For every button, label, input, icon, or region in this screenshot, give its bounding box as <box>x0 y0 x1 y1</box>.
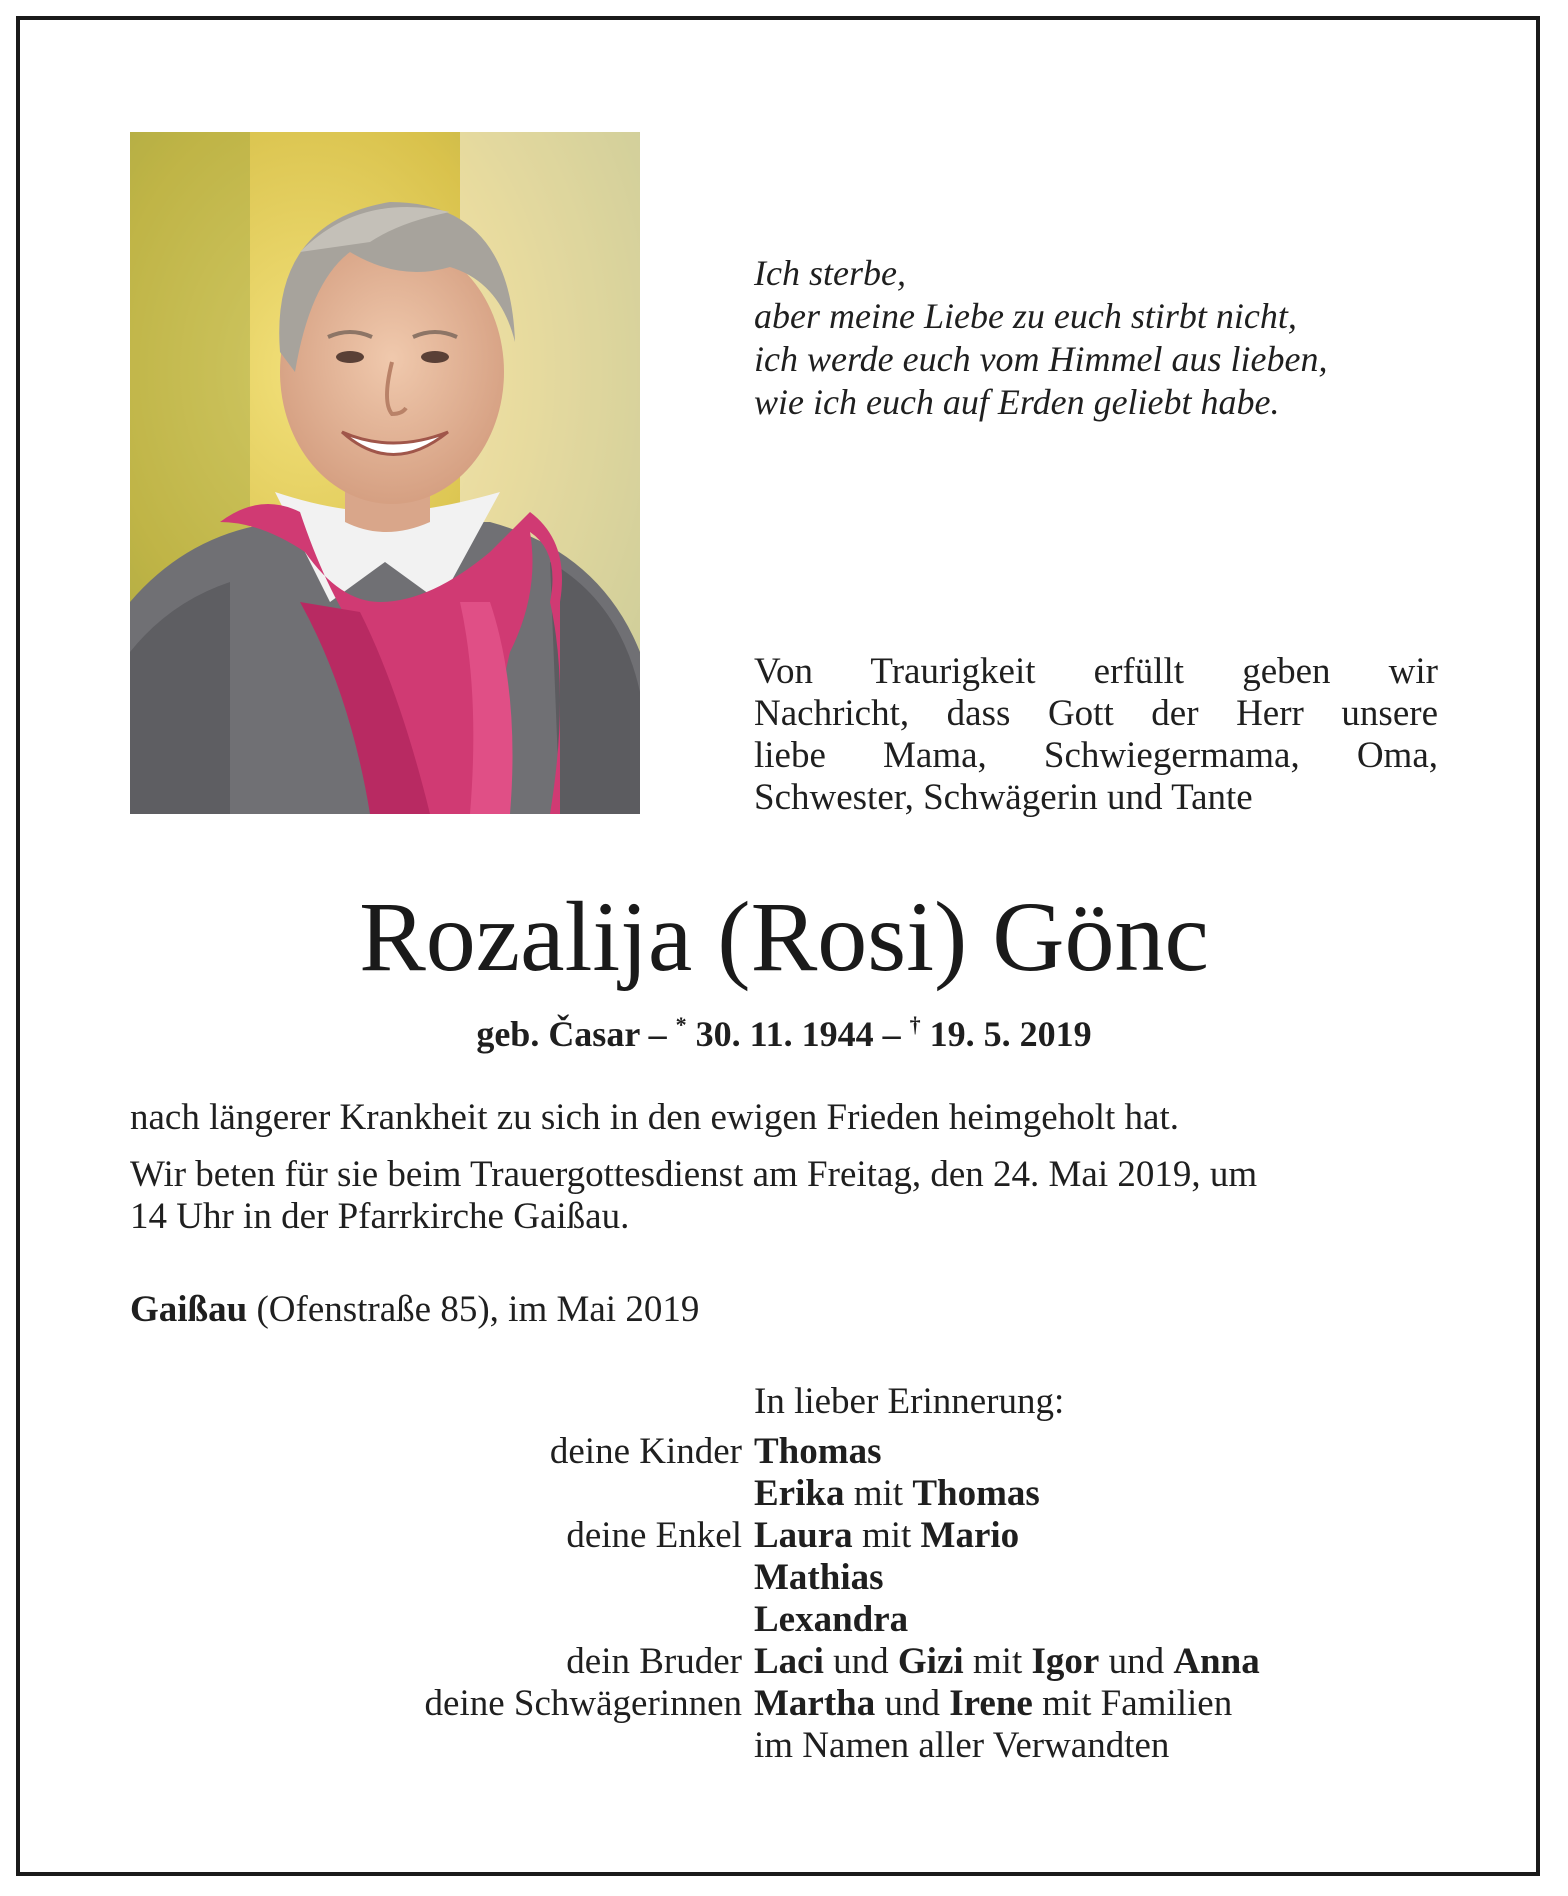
poem-quote <box>754 252 1328 424</box>
signature-row <box>0 1430 1568 1472</box>
connector-text: und <box>875 1683 950 1724</box>
relative-names <box>754 1430 881 1473</box>
relative-name: Irene <box>949 1683 1033 1724</box>
relative-name: Thomas <box>754 1431 882 1472</box>
body-line-2: Wir beten für sie beim Trauergottesdienst am Freitag, den 24. Mai 2019, um <box>130 1154 1258 1195</box>
relative-names <box>754 1598 908 1641</box>
connector-text: und <box>1099 1641 1174 1682</box>
relative-name: Martha <box>754 1683 876 1724</box>
death-symbol: † <box>909 1012 921 1037</box>
place-rest: (Ofenstraße 85), im Mai 2019 <box>247 1289 700 1330</box>
intro-line: liebe Mama, Schwiegermama, Oma, <box>754 735 1438 776</box>
maiden-name: geb. Časar – <box>476 1014 667 1054</box>
connector-text: mit <box>852 1515 921 1556</box>
relation-label: deine Schwägerinnen <box>424 1683 742 1724</box>
signature-row <box>0 1598 1568 1640</box>
relative-name: Laci <box>754 1641 824 1682</box>
intro-line: Nachricht, dass Gott der Herr unsere <box>754 693 1438 734</box>
relative-name: Mario <box>920 1515 1020 1556</box>
signature-row <box>0 1724 1568 1766</box>
relative-names <box>754 1556 884 1599</box>
relative-name: Lexandra <box>754 1599 909 1640</box>
relative-names <box>754 1640 1260 1683</box>
relative-name: Igor <box>1031 1641 1100 1682</box>
relative-names <box>754 1724 1169 1767</box>
signature-row <box>0 1682 1568 1724</box>
relative-name: Erika <box>754 1473 845 1514</box>
intro-line: Schwester, Schwägerin und Tante <box>754 777 1253 818</box>
birth-date: 30. 11. 1944 – <box>695 1014 901 1054</box>
place-date <box>130 1289 699 1331</box>
connector-text: und <box>823 1641 898 1682</box>
connector-text: im Namen aller Verwandten <box>754 1725 1170 1766</box>
connector-text: mit <box>844 1473 913 1514</box>
born-symbol: * <box>675 1012 687 1037</box>
announcement-intro <box>754 651 1438 819</box>
signature-heading: In lieber Erinnerung: <box>754 1381 1065 1422</box>
deceased-name: Rozalija (Rosi) Gönc <box>359 881 1209 992</box>
relative-name: Mathias <box>754 1557 884 1598</box>
quote-line: ich werde euch vom Himmel aus lieben, <box>754 339 1328 379</box>
intro-line: Von Traurigkeit erfüllt geben wir <box>754 651 1438 692</box>
signature-row <box>0 1556 1568 1598</box>
relative-names <box>754 1514 1019 1557</box>
signature-block <box>0 1380 1568 1766</box>
relation-label: dein Bruder <box>566 1641 742 1682</box>
life-dates <box>0 1003 1568 1056</box>
relative-name: Gizi <box>897 1641 964 1682</box>
quote-line: aber meine Liebe zu euch stirbt nicht, <box>754 296 1297 336</box>
place-town: Gaißau <box>130 1289 248 1330</box>
relative-names <box>754 1472 1040 1515</box>
death-date: 19. 5. 2019 <box>929 1014 1092 1054</box>
connector-text: mit Familien <box>1032 1683 1233 1724</box>
signature-row <box>0 1514 1568 1556</box>
body-line-1: nach längerer Krankheit zu sich in den ewigen Frieden heimgeholt hat. <box>130 1097 1179 1138</box>
signature-row <box>0 1640 1568 1682</box>
body-line-3: 14 Uhr in der Pfarrkirche Gaißau. <box>130 1196 630 1237</box>
quote-line: wie ich euch auf Erden geliebt habe. <box>754 382 1280 422</box>
relation-label: deine Enkel <box>566 1515 742 1556</box>
quote-line: Ich sterbe, <box>754 253 906 293</box>
signature-row <box>0 1472 1568 1514</box>
portrait-photo <box>130 132 640 814</box>
relation-label: deine Kinder <box>549 1431 742 1472</box>
relative-names <box>754 1682 1232 1725</box>
relative-name: Thomas <box>912 1473 1040 1514</box>
connector-text: mit <box>963 1641 1032 1682</box>
relative-name: Laura <box>754 1515 853 1556</box>
relative-name: Anna <box>1173 1641 1260 1682</box>
